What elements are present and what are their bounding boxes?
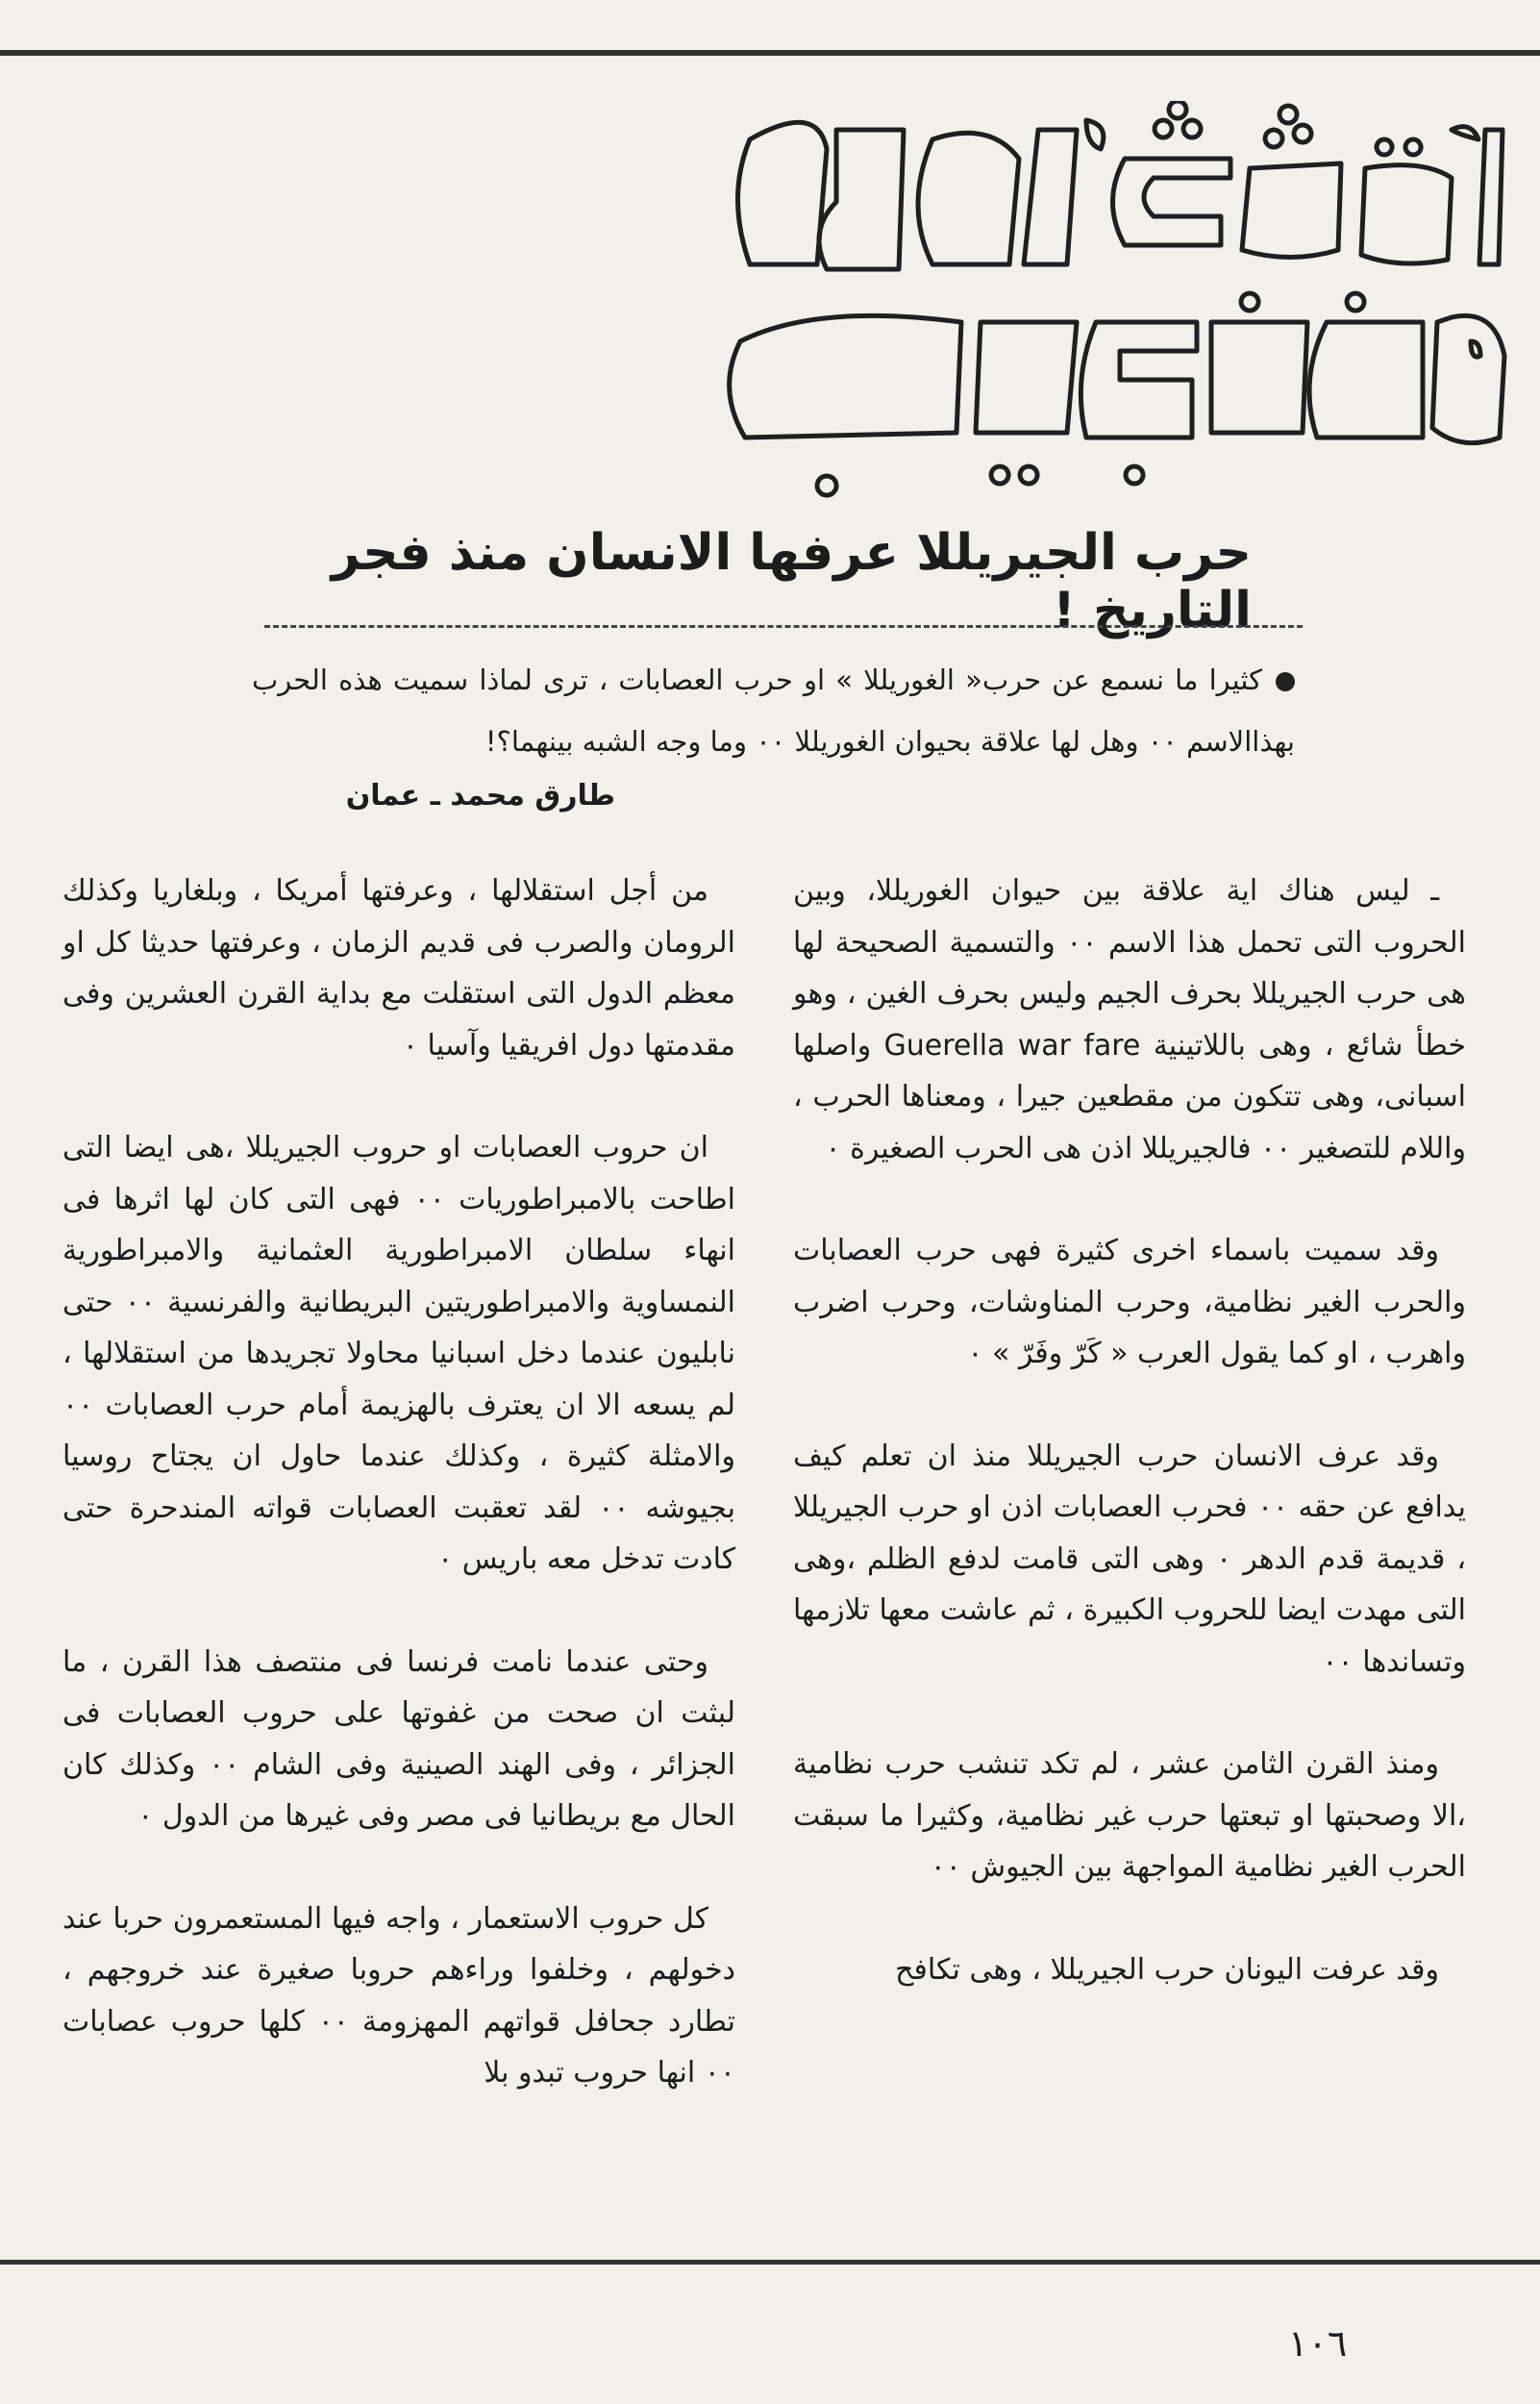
article-byline: طارق محمد ـ عمان — [345, 779, 615, 813]
dashed-divider — [264, 625, 1303, 628]
paragraph: ـ ليس هناك اية علاقة بين حيوان الغوريللا، وبين الحروب التى تحمل هذا الاسم ٠٠ والتسمية الصحيحة لها هى حرب الجيريللا بحرف الجيم وليس بحرف الغين ، وهو خطأ شائع ، وهى باللاتينية Guerella war fare واصلها اسبانى، وهى تتكون من مقطعين جيرا ، ومعناها الحرب ، واللام للتصغير ٠٠ فالجيريللا اذن هى الحرب الصغيرة ٠ — [793, 874, 1466, 1165]
paragraph: من أجل استقلالها ، وعرفتها أمريكا ، وبلغاريا وكذلك الرومان والصرب فى قديم الزمان ، وعرفتها حديثا كل او معظم الدول التى استقلت مع بداية القرن العشرين وفى مقدمتها دول افريقيا وآسيا ٠ — [62, 874, 735, 1063]
paragraph: وقد سميت باسماء اخرى كثيرة فهى حرب العصابات والحرب الغير نظامية، وحرب المناوشات، وحرب اضرب واهرب ، او كما يقول العرب « كَرّ وفَرّ » ٠ — [793, 1234, 1466, 1370]
section-title-logo — [711, 101, 1519, 514]
bottom-rule — [0, 2260, 1540, 2265]
bullet-icon — [1276, 672, 1295, 691]
left-column — [62, 865, 735, 2150]
right-column — [793, 865, 1466, 2046]
article-intro — [252, 649, 1295, 772]
page-number: ١٠٦ — [1288, 2322, 1348, 2365]
article-headline: حرب الجيريللا عرفها الانسان منذ فجر التاريخ ! — [331, 524, 1252, 639]
outlined-calligraphy-logo — [711, 101, 1519, 514]
top-rule — [0, 50, 1540, 56]
paragraph: وقد عرف الانسان حرب الجيريللا منذ ان تعلم كيف يدافع عن حقه ٠٠ فحرب العصابات اذن او حرب الجيريللا ، قديمة قدم الدهر ٠ وهى التى قامت لدفع الظلم ،وهى التى مهدت ايضا للحروب الكبيرة ، ثم عاشت معها تلازمها وتساندها ٠٠ — [793, 1439, 1467, 1679]
paragraph: كل حروب الاستعمار ، واجه فيها المستعمرون حربا عند دخولهم ، وخلفوا وراءهم حروبا صغيرة عند خروجهم ، تطارد جحافل قواتهم المهزومة ٠٠ كلها حروب عصابات ٠٠ انها حروب تبدو بلا — [62, 1901, 735, 2090]
paragraph: وحتى عندما نامت فرنسا فى منتصف هذا القرن ، ما لبثت ان صحت من غفوتها على حروب العصابات فى الجزائر ، وفى الهند الصينية وفى الشام ٠٠ وكذلك كان الحال مع بريطانيا فى مصر وفى غيرها من الدول ٠ — [62, 1644, 736, 1833]
paragraph: ان حروب العصابات او حروب الجيريللا ،هى ايضا التى اطاحت بالامبراطوريات ٠٠ فهى التى كان لها اثرها فى انهاء سلطان الامبراطورية العثمانية والامبراطورية النمساوية والامبراطوريتين البريطانية والفرنسية ٠٠ حتى نابليون عندما دخل اسبانيا محاولا تجريدها من استقلالها ، لم يسعه الا ان يعترف بالهزيمة أمام حرب العصابات ٠٠ والامثلة كثيرة ، وكذلك عندما حاول ان يجتاح روسيا بجيوشه ٠٠ لقد تعقبت العصابات قواته المندحرة حتى كادت تدخل معه باريس ٠ — [62, 1131, 736, 1576]
paragraph: وقد عرفت اليونان حرب الجيريللا ، وهى تكافح — [895, 1952, 1439, 1987]
paragraph: ومنذ القرن الثامن عشر ، لم تكد تنشب حرب نظامية ،الا وصحبتها او تبعتها حرب غير نظامية، وكثيرا ما سبقت الحرب الغير نظامية المواجهة بين الجيوش ٠٠ — [793, 1747, 1466, 1884]
intro-question: كثيرا ما نسمع عن حرب« الغوريللا » او حرب العصابات ، ترى لماذا سميت هذه الحرب بهذاالاسم ٠٠ وهل لها علاقة بحيوان الغوريللا ٠٠ وما وجه الشبه بينهما؟! — [252, 664, 1295, 758]
